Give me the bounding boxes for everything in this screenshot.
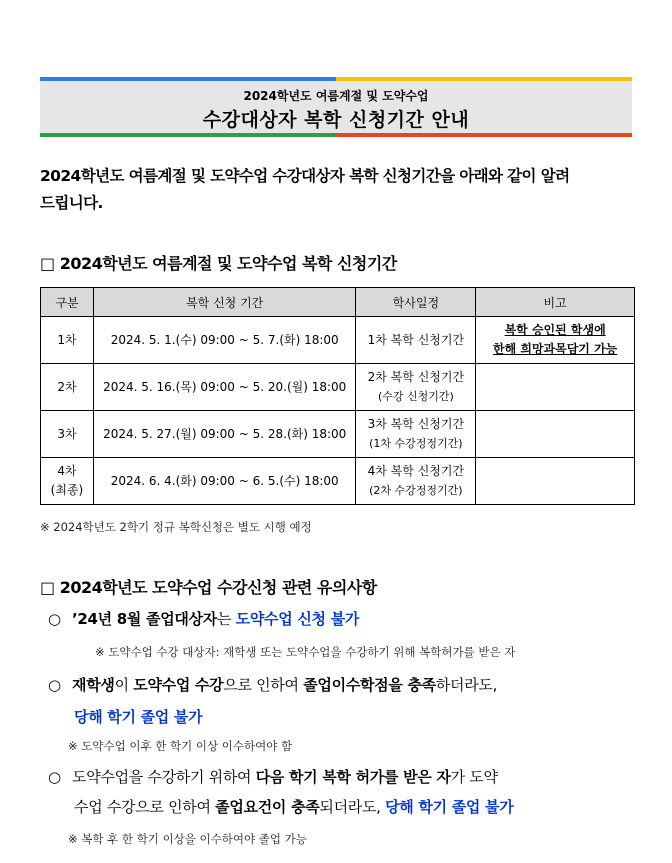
bullet-circle-icon: ○ bbox=[48, 676, 61, 694]
bullet-circle-icon: ○ bbox=[48, 768, 61, 786]
notice-item-2-continued: 당해 학기 졸업 불가 bbox=[74, 708, 203, 726]
cell-round: 4차 (최종) bbox=[41, 458, 94, 505]
cell-remark bbox=[476, 364, 635, 411]
notice-item-3: ○ 도약수업을 수강하기 위하여 다음 학기 복학 허가를 받은 자가 도약 bbox=[48, 763, 638, 792]
cell-period: 2024. 5. 27.(월) 09:00 ~ 5. 28.(화) 18:00 bbox=[93, 411, 356, 458]
table-row bbox=[41, 364, 635, 411]
cell-schedule: 3차 복학 신청기간 (1차 수강정정기간) bbox=[356, 411, 476, 458]
cell-period: 2024. 5. 1.(수) 09:00 ~ 5. 7.(화) 18:00 bbox=[93, 317, 356, 364]
notice-item-2: ○ 재학생이 도약수업 수강으로 인하여 졸업이수학점을 충족하더라도, bbox=[48, 671, 638, 700]
schedule-table bbox=[40, 287, 635, 505]
cell-period: 2024. 6. 4.(화) 09:00 ~ 6. 5.(수) 18:00 bbox=[93, 458, 356, 505]
col-header-period: 복학 신청 기간 bbox=[93, 288, 356, 317]
col-header-schedule: 학사일정 bbox=[356, 288, 476, 317]
remark-line-1: 복학 승인된 학생에 bbox=[504, 323, 606, 337]
cell-schedule: 1차 복학 신청기간 bbox=[356, 317, 476, 364]
intro-paragraph bbox=[40, 163, 640, 217]
header-top-bar bbox=[40, 77, 632, 81]
cell-round: 1차 bbox=[41, 317, 94, 364]
table-footnote: ※ 2024학년도 2학기 정규 복학신청은 별도 시행 예정 bbox=[40, 520, 312, 534]
cell-remark bbox=[476, 411, 635, 458]
section-title-notices: □ 2024학년도 도약수업 수강신청 관련 유의사항 bbox=[40, 578, 377, 597]
notice-note-3: ※ 복학 후 한 학기 이상을 이수하여야 졸업 가능 bbox=[68, 832, 307, 846]
intro-line-2: 드립니다. bbox=[40, 194, 103, 212]
cell-remark bbox=[476, 458, 635, 505]
cell-remark bbox=[476, 317, 635, 364]
table-row bbox=[41, 411, 635, 458]
notice-item-1: ○ ’24년 8월 졸업대상자는 도약수업 신청 불가 bbox=[48, 605, 638, 634]
notice-note-1: ※ 도약수업 수강 대상자: 재학생 또는 도약수업을 수강하기 위해 복학허가를 받은 자 bbox=[95, 645, 516, 659]
cell-round: 2차 bbox=[41, 364, 94, 411]
header-bottom-bar bbox=[40, 133, 632, 137]
table-header-row bbox=[41, 288, 635, 317]
cell-schedule: 2차 복학 신청기간 (수강 신청기간) bbox=[356, 364, 476, 411]
intro-line-1: 2024학년도 여름계절 및 도약수업 수강대상자 복학 신청기간을 아래와 같이 알려 bbox=[40, 167, 570, 185]
notice-item-3-continued: 수업 수강으로 인하여 졸업요건이 충족되더라도, 당해 학기 졸업 불가 bbox=[74, 798, 514, 816]
bullet-circle-icon: ○ bbox=[48, 610, 61, 628]
cell-round: 3차 bbox=[41, 411, 94, 458]
cell-period: 2024. 5. 16.(목) 09:00 ~ 5. 20.(월) 18:00 bbox=[93, 364, 356, 411]
cell-schedule: 4차 복학 신청기간 (2차 수강정정기간) bbox=[356, 458, 476, 505]
table-row bbox=[41, 317, 635, 364]
page-title: 수강대상자 복학 신청기간 안내 bbox=[202, 109, 470, 131]
header-subtitle: 2024학년도 여름계절 및 도약수업 bbox=[243, 89, 429, 103]
col-header-round: 구분 bbox=[41, 288, 94, 317]
header-banner bbox=[40, 77, 632, 137]
col-header-remark: 비고 bbox=[476, 288, 635, 317]
table-row bbox=[41, 458, 635, 505]
remark-line-2: 한해 희망과목담기 가능 bbox=[492, 342, 618, 356]
section-title-period: □ 2024학년도 여름계절 및 도약수업 복학 신청기간 bbox=[40, 254, 397, 273]
notice-note-2: ※ 도약수업 이후 한 학기 이상 이수하여야 함 bbox=[68, 739, 293, 753]
